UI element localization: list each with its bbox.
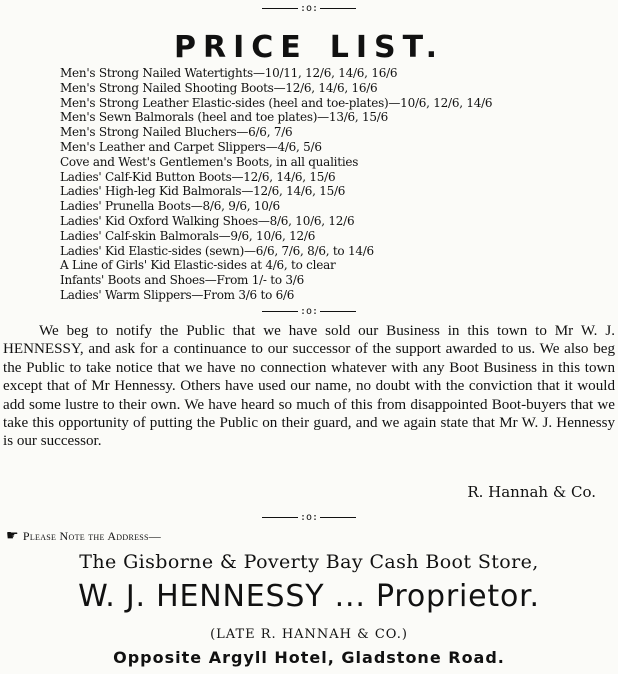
- note-address-label: Please Note the Address—: [22, 529, 162, 543]
- price-item: Infants' Boots and Shoes—From 1/- to 3/6: [60, 273, 304, 288]
- price-items-list: [60, 66, 492, 303]
- proprietor-line: W. J. HENNESSY ... Proprietor.: [78, 579, 540, 614]
- late-line: (LATE R. HANNAH & CO.): [210, 627, 408, 642]
- title-word-price: PRICE: [174, 30, 308, 65]
- price-item: Ladies' Kid Elastic-sides (sewn)—6/6, 7/6, 8/6, to 14/6: [60, 243, 374, 258]
- store-name: The Gisborne & Poverty Bay Cash Boot Store,: [79, 551, 539, 573]
- price-item: Ladies' Warm Slippers—From 3/6 to 6/6: [60, 287, 295, 302]
- price-item: Ladies' Calf-skin Balmorals—9/6, 10/6, 12/6: [60, 228, 316, 243]
- price-item: Ladies' High-leg Kid Balmorals—12/6, 14/6, 15/6: [60, 184, 346, 199]
- price-item: Men's Sewn Balmorals (heel and toe plates)—13/6, 15/6: [60, 110, 388, 125]
- separator-line-left: [262, 8, 298, 9]
- price-item: Men's Strong Nailed Watertights—10/11, 12/6, 14/6, 16/6: [60, 66, 398, 80]
- price-item: Cove and West's Gentlemen's Boots, in all qualities: [60, 154, 359, 169]
- top-separator: [0, 2, 618, 14]
- price-item: Ladies' Calf-Kid Button Boots—12/6, 14/6, 15/6: [60, 169, 336, 184]
- separator-line-right: [320, 311, 356, 312]
- price-item: Men's Strong Nailed Bluchers—6/6, 7/6: [60, 125, 293, 140]
- price-item: Men's Strong Leather Elastic-sides (heel and toe-plates)—10/6, 12/6, 14/6: [60, 95, 493, 110]
- separator-line-left: [262, 311, 298, 312]
- separator-mark: :o:: [299, 511, 319, 523]
- price-item: Ladies' Kid Oxford Walking Shoes—8/6, 10/6, 12/6: [60, 213, 355, 228]
- price-item: Men's Strong Nailed Shooting Boots—12/6, 14/6, 16/6: [60, 80, 378, 95]
- lower-separator: [0, 511, 618, 523]
- separator-mark: :o:: [299, 2, 319, 14]
- separator-line-right: [320, 517, 356, 518]
- separator-line-left: [262, 517, 298, 518]
- price-item: A Line of Girls' Kid Elastic-sides at 4/6, to clear: [60, 258, 336, 273]
- address-line: Opposite Argyll Hotel, Gladstone Road.: [113, 648, 505, 667]
- middle-separator: [0, 305, 618, 317]
- note-address-line: [6, 528, 161, 545]
- separator-mark: :o:: [299, 305, 319, 317]
- price-item: Men's Leather and Carpet Slippers—4/6, 5/6: [60, 139, 322, 154]
- price-list-title: [0, 30, 618, 65]
- pointing-hand-icon: ☛: [6, 529, 19, 544]
- price-item: Ladies' Prunella Boots—8/6, 9/6, 10/6: [60, 199, 280, 214]
- sale-notice-paragraph: We beg to notify the Public that we have sold our Business in this town to Mr W. J. HENNESSY, and ask for a continuance to our successor of the support awarded to us. We also beg the Public to take notice that we have no connection whatever with any Boot Business in this town except that of Mr Hennessy. Others have used our name, no doubt with the conviction that it would add some lustre to their own. We have heard so much of this from disappointed Boot-buyers that we take this opportunity of putting the Public on their guard, and we again state that Mr W. J. Hennessy is our successor.: [3, 323, 615, 450]
- title-word-list: LIST.: [329, 30, 444, 65]
- signature: R. Hannah & Co.: [467, 483, 596, 501]
- separator-line-right: [320, 8, 356, 9]
